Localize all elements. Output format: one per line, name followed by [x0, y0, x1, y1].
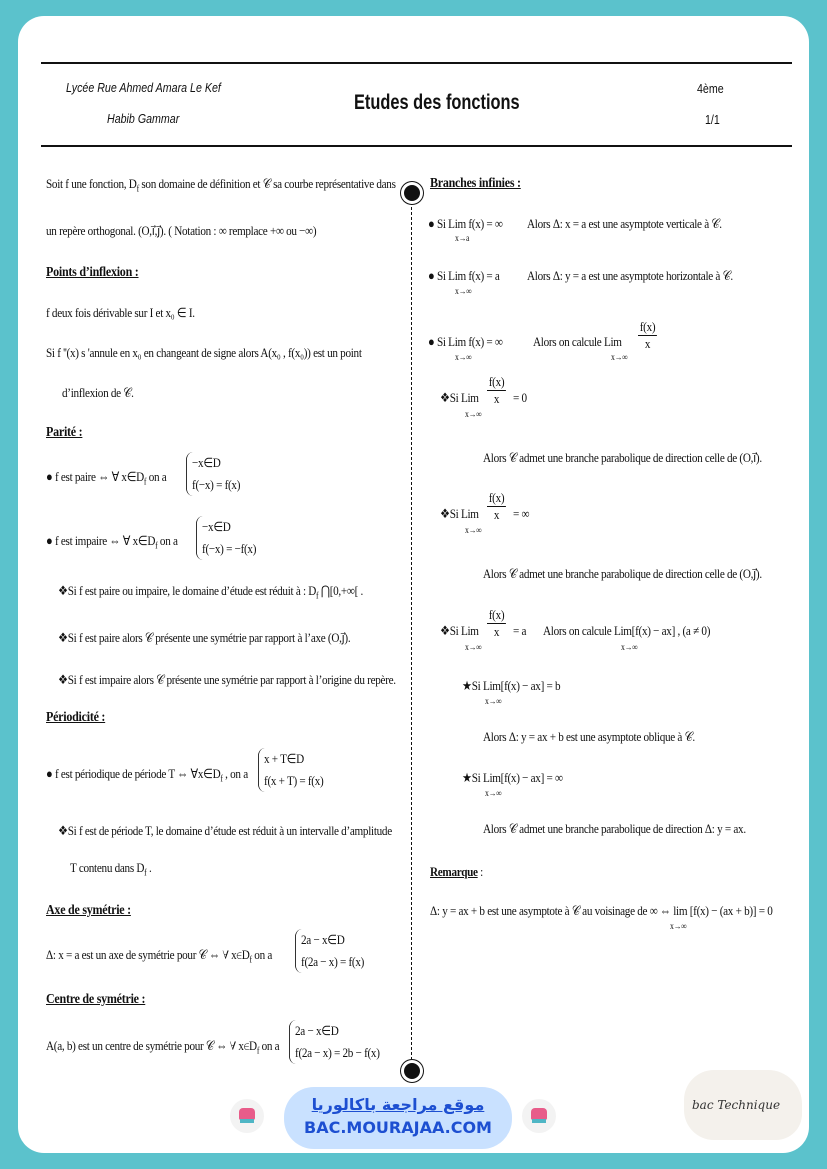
intro-line-1: Soit f une fonction, $D_f$ son domaine de définition et 𝒞 sa courbe représentative dans: [46, 176, 396, 194]
periodicite-note-2: T contenu dans $D_f$ .: [70, 860, 152, 878]
case-limit-zero: ❖Si Lim: [440, 390, 479, 405]
gear-icon-bottom: [404, 1063, 420, 1079]
level-label: 4ème: [697, 81, 724, 96]
axe-line: Δ: x = a est un axe de symétrie pour 𝒞 ⇔ ∀ $x\in D_f$ on a: [46, 947, 273, 965]
case-limit-a-calc-under: x→∞: [621, 642, 638, 652]
section-heading-branches: Branches infinies :: [430, 176, 521, 191]
logo-icon-right: [522, 1099, 556, 1133]
case-limit-zero-frac: $\frac{f(x)}{x}$: [488, 374, 505, 406]
sub-case-oblique: ★Si Lim[f(x) − ax] = b: [462, 678, 561, 693]
case-limit-zero-under: x→∞: [465, 409, 482, 419]
column-divider: [411, 192, 412, 1060]
site-url-link[interactable]: BAC.MOURAJAA.COM: [304, 1118, 492, 1137]
branch-vertical-result: Alors Δ: x = a est une asymptote verticale à 𝒞.: [527, 216, 722, 231]
case-limit-infinity: ❖Si Lim: [440, 506, 479, 521]
sub-case-parabolic: ★Si Lim[f(x) − ax] = ∞: [462, 770, 563, 785]
periodicite-line: ● f est périodique de période T ⇔ $\forall x\in D_f$ , on a: [46, 766, 248, 784]
inflexion-line-3: d’inflexion de 𝒞.: [62, 385, 134, 400]
sub-case-oblique-under: x→∞: [485, 696, 502, 706]
centre-conditions: 2a − x∈D f(2a − x) = 2b − f(x): [289, 1020, 380, 1064]
case-limit-infinity-value: = ∞: [513, 506, 530, 521]
case-limit-a-under: x→∞: [465, 642, 482, 652]
school-name: Lycée Rue Ahmed Amara Le Kef: [66, 80, 221, 95]
branch-horizontal: ● Si Lim f(x) = a: [428, 268, 500, 283]
axe-conditions: 2a − x∈D f(2a − x) = f(x): [295, 929, 364, 973]
section-heading-parite: Parité :: [46, 425, 83, 440]
header-bottom-rule: [41, 145, 792, 147]
branch-infinite-calc: Alors on calcule Lim: [533, 334, 622, 349]
section-heading-centre: Centre de symétrie :: [46, 992, 146, 1007]
section-heading-axe: Axe de symétrie :: [46, 903, 131, 918]
case-limit-infinity-under: x→∞: [465, 525, 482, 535]
teacher-name: Habib Gammar: [107, 111, 180, 126]
page-number: 1/1: [705, 112, 720, 127]
parite-paire-conditions: −x∈D f(−x) = f(x): [186, 452, 240, 496]
centre-line: A(a, b) est un centre de symétrie pour 𝒞 ⇔ ∀ $x\in D_f$ on a: [46, 1038, 280, 1056]
remarque-under: x→∞: [670, 921, 687, 931]
branch-horizontal-result: Alors Δ: y = a est une asymptote horizontale à 𝒞.: [527, 268, 733, 283]
branch-infinite: ● Si Lim f(x) = ∞: [428, 334, 503, 349]
branch-infinite-limit: x→∞: [455, 352, 472, 362]
sub-case-oblique-result: Alors Δ: y = ax + b est une asymptote oblique à 𝒞.: [483, 729, 695, 744]
case-limit-a-calc: Alors on calcule Lim[f(x) − ax] , (a ≠ 0): [543, 623, 711, 638]
case-limit-zero-result: Alors 𝒞 admet une branche parabolique de direction celle de (O,i⃗).: [483, 450, 762, 465]
case-limit-zero-value: = 0: [513, 390, 527, 405]
logo-icon-left: [230, 1099, 264, 1133]
site-badge[interactable]: [284, 1087, 512, 1149]
periodicite-conditions: x + T∈D f(x + T) = f(x): [258, 748, 323, 792]
branch-vertical-limit: x→a: [455, 233, 470, 243]
parite-note-1: ❖Si f est paire ou impaire, le domaine d’étude est réduit à : $D_f$ ⋂[0,+∞[ .: [58, 583, 363, 601]
intro-line-2: un repère orthogonal. (O,i⃗,j⃗). ( Notation : ∞ remplace +∞ ou −∞): [46, 223, 317, 238]
sub-case-parabolic-result: Alors 𝒞 admet une branche parabolique de direction Δ: y = ax.: [483, 821, 746, 836]
branch-horizontal-limit: x→∞: [455, 286, 472, 296]
case-limit-a-frac: $\frac{f(x)}{x}$: [488, 607, 505, 639]
section-heading-periodicite: Périodicité :: [46, 710, 106, 725]
gear-icon: [404, 185, 420, 201]
parite-impaire: ● f est impaire ⇔ ∀ $x\in D_f$ on a: [46, 533, 178, 551]
parite-note-2: ❖Si f est paire alors 𝒞 présente une symétrie par rapport à l’axe (O,j⃗).: [58, 630, 351, 645]
branch-vertical: ● Si Lim f(x) = ∞: [428, 216, 503, 231]
case-limit-a: ❖Si Lim: [440, 623, 479, 638]
inflexion-line-1: f deux fois dérivable sur I et x₀ ∈ I.: [46, 305, 195, 320]
case-limit-infinity-result: Alors 𝒞 admet une branche parabolique de direction celle de (O,j⃗).: [483, 566, 762, 581]
page-title: Etudes des fonctions: [354, 91, 520, 114]
header-top-rule: [41, 62, 792, 64]
parite-impaire-conditions: −x∈D f(−x) = −f(x): [196, 516, 256, 560]
site-arabic-name[interactable]: موقع مراجعة باكالوريا: [311, 1095, 485, 1114]
branch-infinite-frac: $\frac{f(x)}{x}$: [639, 319, 656, 351]
remarque-heading: Remarque :: [430, 864, 483, 879]
case-limit-infinity-frac: $\frac{f(x)}{x}$: [488, 490, 505, 522]
branch-infinite-calc-limit: x→∞: [611, 352, 628, 362]
parite-paire: ● f est paire ⇔ ∀ $x\in D_f$ on a: [46, 469, 167, 487]
inflexion-line-2: Si f ''(x) s 'annule en x₀ en changeant de signe alors A(x₀ , f(x₀)) est un point: [46, 345, 362, 360]
parite-note-3: ❖Si f est impaire alors 𝒞 présente une symétrie par rapport à l’origine du repère.: [58, 672, 396, 687]
remarque-text: Δ: y = ax + b est une asymptote à 𝒞 au voisinage de ∞ ⇔ lim [f(x) − (ax + b)] = 0: [430, 903, 773, 918]
case-limit-a-value: = a: [513, 623, 527, 638]
section-heading-inflexion: Points d’inflexion :: [46, 265, 139, 280]
periodicite-note-1: ❖Si f est de période T, le domaine d’étude est réduit à un intervalle d’amplitude: [58, 823, 392, 838]
sub-case-parabolic-under: x→∞: [485, 788, 502, 798]
bac-technique-stamp: bac Technique: [684, 1070, 802, 1140]
